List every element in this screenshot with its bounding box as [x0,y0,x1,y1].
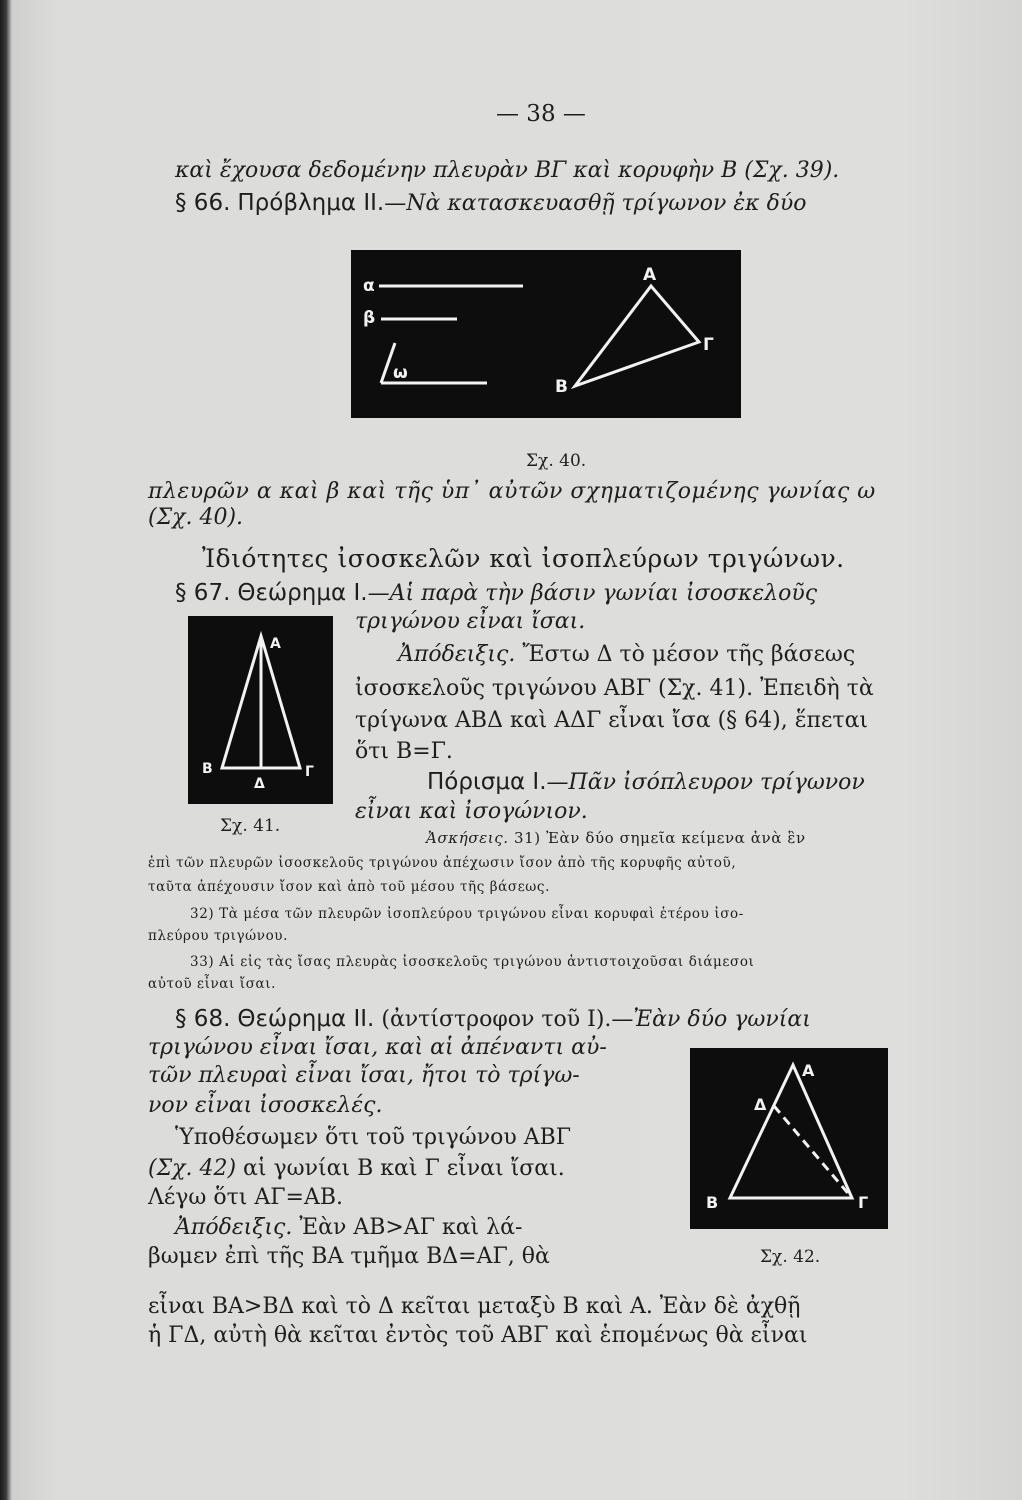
label-A: Α [270,636,281,652]
text-line: τριγώνου εἶναι ἴσαι, καὶ αἱ ἀπέναντι αὐ- [148,1035,607,1060]
section-number: § 67. [175,580,231,606]
text-line: τριγώνου εἶναι ἴσαι. [355,609,586,634]
section-67-line [175,579,817,608]
text-line [175,1214,522,1242]
exercise-text: 31) Ἐὰν δύο σημεῖα κείμενα ἀνὰ ἓν [514,829,806,847]
figure-42-drawing [690,1048,888,1229]
figure-40-caption: Σχ. 40. [526,451,587,471]
label-B: Β [202,761,213,777]
text-line: νον εἶναι ἰσοσκελές. [148,1093,383,1118]
section-title: Πρόβλημα ΙΙ. [237,190,385,216]
figure-41-caption: Σχ. 41. [220,816,281,836]
text-line: καὶ ἔχουσα δεδομένην πλευρὰν ΒΓ καὶ κορυφὴν Β (Σχ. 39). [175,158,840,183]
section-number: § 66. [175,190,231,216]
proof-text: Ἔστω Δ τὸ μέσον τῆς βάσεως [522,642,856,667]
text-line: τῶν πλευραὶ εἶναι ἴσαι, ἤτοι τὸ τρίγω- [148,1063,580,1088]
exercise-line: ἐπὶ τῶν πλευρῶν ἰσοσκελοῦς τριγώνου ἀπέχωσιν ἴσον ἀπὸ τῆς κορυφῆς αὐτοῦ, [148,855,737,871]
label-D: Δ [254,776,265,792]
text-line [148,1155,565,1183]
proof-text: Ἐὰν ΑΒ>ΑΓ καὶ λά- [299,1215,523,1240]
label-B: Β [555,377,568,397]
figure-40-drawing [351,250,741,418]
text-line: (Σχ. 40). [148,505,244,530]
label-A: Α [802,1061,815,1080]
label-G: Γ [858,1193,869,1212]
exercises-label: Ἀσκήσεις. [426,829,509,847]
corollary-title: Πόρισμα Ι. [427,769,547,795]
section-number: § 68. [175,1006,231,1032]
exercise-line: πλεύρου τριγώνου. [148,928,288,944]
section-heading: Ἰδιότητες ἰσοσκελῶν καὶ ἰσοπλεύρων τριγώνων. [202,544,845,573]
exercise-line: ταῦτα ἀπέχουσιν ἴσον καὶ ἀπὸ τοῦ μέσου τῆς βάσεως. [148,879,550,895]
label-alpha: α [363,276,375,296]
text-line: Ὑποθέσωμεν ὅτι τοῦ τριγώνου ΑΒΓ [175,1125,572,1150]
text-line: πλευρῶν α καὶ β καὶ τῆς ὑπ᾽ αὐτῶν σχηματιζομένης γωνίας ω [148,479,876,504]
section-title: Θεώρημα Ι. [237,580,368,606]
proof-label: Ἀπόδειξις. [398,642,516,667]
corollary-line [427,768,865,797]
section-text: —Ἐὰν δύο γωνίαι [611,1007,811,1032]
figure-ref: (Σχ. 42) [148,1156,237,1181]
text-line: ἡ ΓΔ, αὐτὴ θὰ κεῖται ἐντὸς τοῦ ΑΒΓ καὶ ἑπομένως θὰ εἶναι [148,1323,808,1348]
section-text: —Νὰ κατασκευασθῇ τρίγωνον ἐκ δύο [384,191,807,216]
figure-41-drawing [188,616,333,804]
exercise-line [426,828,806,848]
section-68-line [175,1005,811,1034]
figure-41 [188,616,333,804]
text-line: βωμεν ἐπὶ τῆς ΒΑ τμῆμα ΒΔ=ΑΓ, θὰ [148,1244,550,1269]
section-text: —Αἱ παρὰ τὴν βάσιν γωνίαι ἰσοσκελοῦς [367,581,818,606]
section-66-line [175,189,806,218]
exercise-line: αὐτοῦ εἶναι ἴσαι. [148,976,277,992]
label-omega: ω [393,363,408,383]
label-G: Γ [305,764,314,780]
label-B: Β [706,1193,719,1212]
text-line: Λέγω ὅτι ΑΓ=ΑΒ. [148,1185,344,1210]
text-line: ἰσοσκελοῦς τριγώνου ΑΒΓ (Σχ. 41). Ἐπειδὴ τὰ [355,676,874,701]
text-line: εἶναι καὶ ἰσογώνιον. [355,799,588,824]
exercise-line: 33) Αἱ εἰς τὰς ἴσας πλευρὰς ἰσοσκελοῦς τριγώνου ἀντιστοιχοῦσαι διάμεσοι [190,954,755,970]
exercise-line: 32) Τὰ μέσα τῶν πλευρῶν ἰσοπλεύρου τριγώνου εἶναι κορυφαὶ ἑτέρου ἰσο- [190,906,744,922]
page-number: — 38 — [496,101,586,127]
corollary-text: —Πᾶν ἰσόπλευρον τρίγωνον [546,770,865,795]
label-A: Α [643,265,657,285]
text-line: τρίγωνα ΑΒΔ καὶ ΑΔΓ εἶναι ἴσα (§ 64), ἕπεται [355,708,869,733]
text-run: αἱ γωνίαι Β καὶ Γ εἶναι ἴσαι. [243,1156,565,1181]
figure-42-caption: Σχ. 42. [760,1247,821,1267]
label-beta: β [363,308,376,328]
figure-40 [351,250,741,418]
text-line [398,641,855,669]
proof-label: Ἀπόδειξις. [175,1215,293,1240]
text-line: εἶναι ΒΑ>ΒΔ καὶ τὸ Δ κεῖται μεταξὺ Β καὶ Α. Ἐὰν δὲ ἀχθῇ [148,1294,801,1319]
section-paren: (ἀντίστροφον τοῦ Ι). [381,1007,612,1032]
figure-42 [690,1048,888,1229]
label-G: Γ [703,335,714,355]
label-D: Δ [754,1095,767,1114]
section-title: Θεώρημα ΙΙ. [237,1006,375,1032]
text-line: ὅτι Β=Γ. [355,739,453,764]
